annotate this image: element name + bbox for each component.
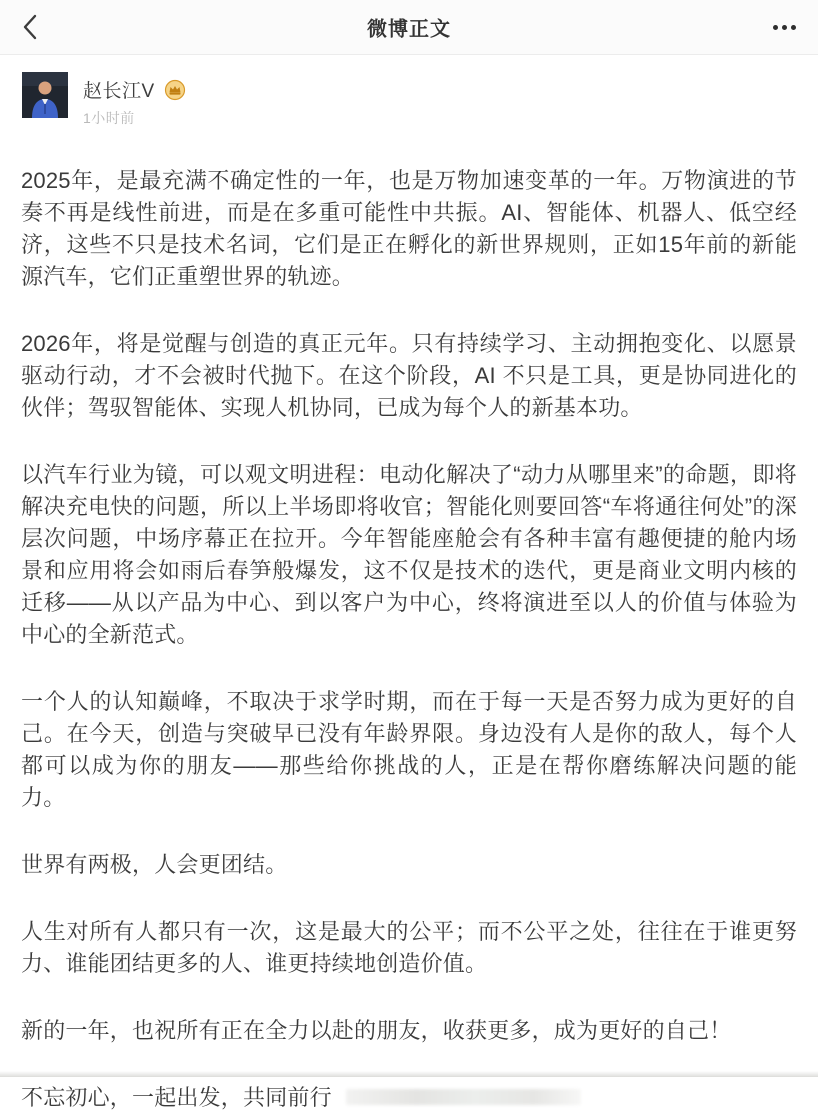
- post-timestamp: 1小时前: [83, 110, 135, 126]
- avatar-image: [22, 72, 68, 118]
- avatar[interactable]: [22, 72, 68, 118]
- bottom-edge-shadow: [0, 1071, 818, 1077]
- author-row: [0, 55, 818, 128]
- post-content: [0, 165, 818, 1114]
- post-paragraph: 2026年，将是觉醒与创造的真正元年。只有持续学习、主动拥抱变化、以愿景驱动行动，才不会被时代抛下。在这个阶段，AI 不只是工具，更是协同进化的伙伴；驾驭智能体、实现人机协同，已成为每个人的新基本功。: [21, 331, 797, 420]
- blurred-watermark: [346, 1089, 581, 1105]
- post-paragraph: 世界有两极，人会更团结。: [21, 852, 288, 877]
- post-paragraph: 2025年，是最充满不确定性的一年，也是万物加速变革的一年。万物演进的节奏不再是线性前进，而是在多重可能性中共振。AI、智能体、机器人、低空经济，这些不只是技术名词，它们是正在孵化的新世界规则，正如15年前的新能源汽车，它们正重塑世界的轨迹。: [21, 168, 797, 289]
- post-paragraph: 以汽车行业为镜，可以观文明进程：电动化解决了“动力从哪里来”的命题，即将解决充电快的问题，所以上半场即将收官；智能化则要回答“车将通往何处”的深层次问题，中场序幕正在拉开。今年智能座舱会有各种丰富有趣便捷的舱内场景和应用将会如雨后春笋般爆发，这不仅是技术的迭代，更是商业文明内核的迁移——从以产品为中心、到以客户为中心，终将演进至以人的价值与体验为中心的全新范式。: [21, 462, 797, 647]
- post-paragraph: 新的一年，也祝所有正在全力以赴的朋友，收获更多，成为更好的自己！: [21, 1018, 732, 1043]
- back-button[interactable]: [22, 12, 52, 42]
- post-paragraph: 一个人的认知巅峰，不取决于求学时期，而在于每一天是否努力成为更好的自己。在今天，创造与突破早已没有年龄界限。身边没有人是你的敌人，每个人都可以成为你的朋友——那些给你挑战的人，正是在帮你磨练解决问题的能力。: [21, 689, 797, 810]
- author-meta: [83, 72, 186, 128]
- chevron-left-icon: [22, 14, 37, 40]
- more-options-button[interactable]: [762, 12, 796, 42]
- post-paragraph-text: 不忘初心，一起出发，共同前行: [21, 1085, 332, 1110]
- post-paragraph: 人生对所有人都只有一次，这是最大的公平；而不公平之处，往往在于谁更努力、谁能团结更多的人、谁更持续地创造价值。: [21, 919, 797, 976]
- ellipsis-icon: [773, 25, 778, 30]
- author-name[interactable]: 赵长江V: [83, 81, 155, 102]
- page-title: 微博正文: [367, 18, 451, 41]
- post-paragraph: [21, 1082, 797, 1114]
- navbar: [0, 0, 818, 55]
- author-name-line: [83, 76, 186, 103]
- vip-crown-icon: [164, 79, 186, 101]
